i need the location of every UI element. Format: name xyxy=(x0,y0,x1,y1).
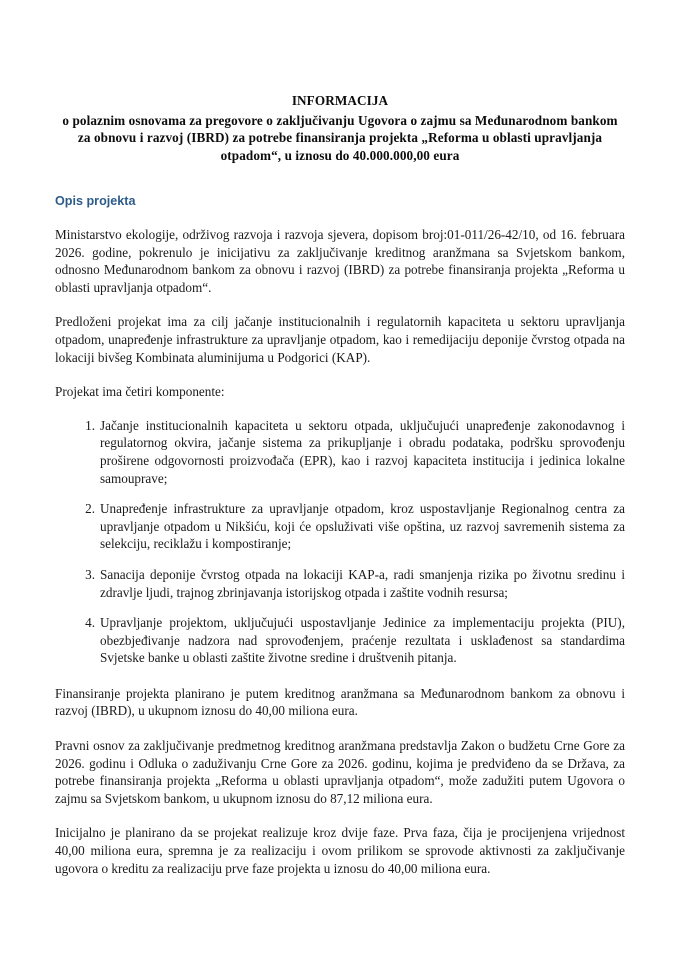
list-item-number: 2. xyxy=(85,501,95,517)
list-item xyxy=(55,500,625,553)
paragraph-intro: Ministarstvo ekologije, održivog razvoja i razvoja sjevera, dopisom broj:01-011/26-42/10, od 16. februara 2026. godine, pokrenulo je inicijativu za zaključivanje kreditnog aranžmana sa Svjetskom bankom, odnosno Međunarodnom bankom za obnovu i razvoj (IBRD) za potrebe finansiranja projekta „Reforma u oblasti upravljanja otpadom“. xyxy=(55,227,625,295)
list-item xyxy=(55,566,625,601)
document-title xyxy=(55,92,625,164)
list-item-text: Jačanje institucionalnih kapaciteta u sektoru otpada, uključujući unapređenje zakonodavnog i regulatornog okvira, jačanje sistema za prikupljanje i obradu podataka, podršku sprovođenju proširene odgovornosti proizvođača (EPR), kao i razvoj kapaciteta institucija i jedinica lokalne samouprave; xyxy=(100,417,625,486)
paragraph-objective: Predloženi projekat ima za cilj jačanje institucionalnih i regulatornih kapaciteta u sektoru upravljanja otpadom, unapređenje infrastrukture za upravljanje otpadom, kao i remedijaciju deponije čvrstog otpada na lokaciji bivšeg Kombinata aluminijuma u Podgorici (KAP). xyxy=(55,314,625,365)
document-title-main: INFORMACIJA xyxy=(291,93,389,108)
list-item-text: Unapređenje infrastrukture za upravljanje otpadom, kroz uspostavljanje Regionalnog centra za upravljanje otpadom u Nikšiću, koji će opsluživati više opština, uz razvoj savremenih sistema za selekciju, reciklažu i kompostiranje; xyxy=(100,501,625,552)
list-item-text: Sanacija deponije čvrstog otpada na lokaciji KAP-a, radi smanjenja rizika po životnu sredinu i zdravlje ljudi, trajnog zbrinjavanja istorijskog otpada i zaštite vodnih resursa; xyxy=(100,566,625,600)
paragraph-components-lead: Projekat ima četiri komponente: xyxy=(55,384,225,400)
document-body xyxy=(55,92,625,877)
list-item-text: Upravljanje projektom, uključujući uspostavljanje Jedinice za implementaciju projekta (PIU), obezbjeđivanje nadzora nad sprovođenjem, praćenje rezultata i usklađenost sa standardima Svjetske banke u oblasti zaštite životne sredine i društvenih pitanja. xyxy=(100,615,625,666)
paragraph-phases: Inicijalno je planirano da se projekat realizuje kroz dvije faze. Prva faza, čija je procijenjena vrijednost 40,00 miliona eura, spremna je za realizaciju i ovom prilikom se sprovode aktivnosti za zaključivanje ugovora o kreditu za realizaciju prve faze projekta u iznosu do 40,00 miliona eura. xyxy=(55,825,625,876)
list-item-number: 1. xyxy=(85,417,95,433)
section-heading-project-description: Opis projekta xyxy=(55,194,136,208)
list-item-number: 4. xyxy=(85,615,95,631)
paragraph-legal-basis: Pravni osnov za zaključivanje predmetnog kreditnog aranžmana predstavlja Zakon o budžetu Crne Gore za 2026. godinu i Odluka o zaduživanju Crne Gore za 2026. godinu, kojima je predviđeno da se Država, za potrebe finansiranja projekta „Reforma u oblasti upravljanja otpadom“, može zadužiti putem Ugovora o zajmu sa Svjetskom bankom, u ukupnom iznosu do 87,12 miliona eura. xyxy=(55,738,625,806)
list-item xyxy=(55,417,625,487)
paragraph-financing: Finansiranje projekta planirano je putem kreditnog aranžmana sa Međunarodnom bankom za obnovu i razvoj (IBRD), u ukupnom iznosu do 40,00 miliona eura. xyxy=(55,685,625,719)
list-item-number: 3. xyxy=(85,566,95,582)
list-item xyxy=(55,614,625,667)
project-components-list xyxy=(55,417,625,667)
closing-paragraphs xyxy=(55,685,625,877)
document-title-subtitle: o polaznim osnovama za pregovore o zaključivanju Ugovora o zajmu sa Međunarodnom bankom za obnovu i razvoj (IBRD) za potrebe finansiranja projekta „Reforma u oblasti upravljanja otpadom“, u iznosu do 40.000.000,00 eura xyxy=(62,112,618,163)
